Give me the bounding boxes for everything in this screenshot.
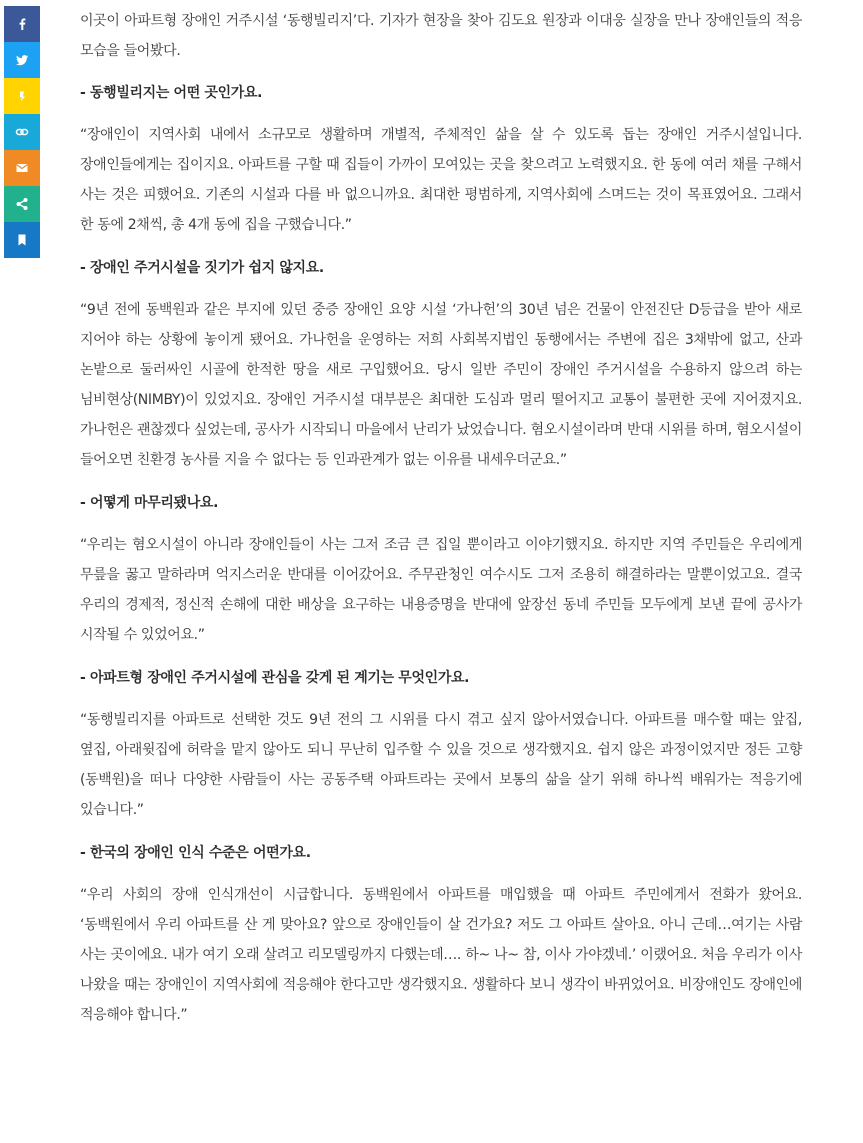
more-share-button[interactable] (4, 186, 40, 222)
twitter-share-button[interactable] (4, 42, 40, 78)
mail-icon (15, 161, 29, 175)
interview-question: - 아파트형 장애인 주거시설에 관심을 갖게 된 계기는 무엇인가요. (80, 670, 470, 686)
interview-answer: “우리 사회의 장애 인식개선이 시급합니다. 동백원에서 아파트를 매입했을 때 아파트 주민에게서 전화가 왔어요. ‘동백원에서 우리 아파트를 산 게 맞아요? 앞으로 장애인들이 살 건가요? 저도 그 아파트 살아요. 아니 근데…여기는 사람 사는 곳이에요. 내가 여기 오래 살려고 리모델링까지 다했는데…. 하~ 나~ 참, 이사 가야겠네.’ 이랬어요. 처음 우리가 이사 나왔을 때는 장애인이 지역사회에 적응해야 한다고만 생각했지요. 생활하다 보니 생각이 바뀌었어요. 비장애인도 장애인에 적응해야 합니다.” (80, 887, 802, 1023)
interview-question: - 한국의 장애인 인식 수준은 어떤가요. (80, 845, 311, 861)
twitter-icon (15, 53, 29, 67)
interview-answer: “9년 전에 동백원과 같은 부지에 있던 중증 장애인 요양 시설 ‘가나헌’의 30년 넘은 건물이 안전진단 D등급을 받아 새로 지어야 하는 상황에 놓이게 됐어요. 가나헌을 운영하는 저희 사회복지법인 동행에서는 주변에 집은 3채밖에 없고, 산과 논밭으로 둘러싸인 시골에 한적한 땅을 새로 구입했어요. 당시 일반 주민이 장애인 주거시설을 수용하지 않으려 하는 님비현상(NIMBY)이 있었지요. 장애인 거주시설 대부분은 최대한 도심과 멀리 떨어지고 교통이 불편한 곳에 지어졌지요. 가나헌은 괜찮겠다 싶었는데, 공사가 시작되니 마을에서 난리가 났었습니다. 혐오시설이라며 반대 시위를 하며, 혐오시설이 들어오면 친환경 농사를 지을 수 없다는 등 인과관계가 없는 이유를 내세우더군요.” (80, 302, 802, 468)
bookmark-button[interactable] (4, 222, 40, 258)
facebook-icon (15, 17, 29, 31)
facebook-share-button[interactable] (4, 6, 40, 42)
interview-question: - 어떻게 마무리됐나요. (80, 495, 219, 511)
link-copy-button[interactable] (4, 114, 40, 150)
link-icon (15, 125, 29, 139)
share-icon (15, 197, 29, 211)
interview-answer: “우리는 혐오시설이 아니라 장애인들이 사는 그저 조금 큰 집일 뿐이라고 이야기했지요. 하지만 지역 주민들은 우리에게 무릎을 꿇고 말하라며 억지스러운 반대를 이어갔어요. 주무관청인 여수시도 그저 조용히 해결하라는 말뿐이었고요. 결국 우리의 경제적, 정신적 손해에 대한 배상을 요구하는 내용증명을 반대에 앞장선 동네 주민들 모두에게 보낸 끝에 공사가 시작될 수 있었어요.” (80, 537, 802, 643)
interview-answer: “장애인이 지역사회 내에서 소규모로 생활하며 개별적, 주체적인 삶을 살 수 있도록 돕는 장애인 거주시설입니다. 장애인들에게는 집이지요. 아파트를 구할 때 집들이 가까이 모여있는 곳을 찾으려고 노력했지요. 한 동에 여러 채를 구해서 사는 것은 피했어요. 기존의 시설과 다를 바 없으니까요. 최대한 평범하게, 지역사회에 스며드는 것이 목표였어요. 그래서 한 동에 2채씩, 총 4개 동에 집을 구했습니다.” (80, 127, 802, 233)
interview-answer: “동행빌리지를 아파트로 선택한 것도 9년 전의 그 시위를 다시 겪고 싶지 않아서였습니다. 아파트를 매수할 때는 앞집, 옆집, 아래윗집에 허락을 맡지 않아도 되니 무난히 입주할 수 있을 것으로 생각했지요. 쉽지 않은 과정이었지만 정든 고향(동백원)을 떠나 다양한 사람들이 사는 공동주택 아파트라는 곳에서 보통의 삶을 살기 위해 하나씩 배워가는 적응기에 있습니다.” (80, 712, 802, 818)
kakao-icon (15, 89, 29, 103)
article-body (80, 6, 802, 1030)
article-intro: 이곳이 아파트형 장애인 거주시설 ‘동행빌리지’다. 기자가 현장을 찾아 김도요 원장과 이대웅 실장을 만나 장애인들의 적응 모습을 들어봤다. (80, 13, 802, 59)
bookmark-icon (15, 233, 29, 247)
share-sidebar (4, 6, 40, 258)
interview-question: - 장애인 주거시설을 짓기가 쉽지 않지요. (80, 260, 324, 276)
kakaostory-share-button[interactable] (4, 78, 40, 114)
interview-question: - 동행빌리지는 어떤 곳인가요. (80, 85, 263, 101)
email-share-button[interactable] (4, 150, 40, 186)
